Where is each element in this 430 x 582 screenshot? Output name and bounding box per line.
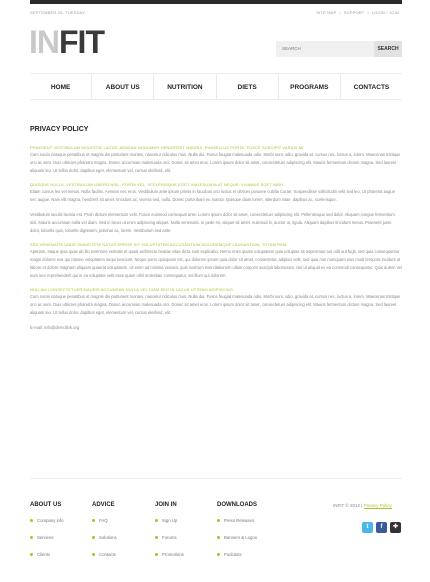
logo-light-part: IN: [29, 24, 59, 60]
footer-link[interactable]: [155, 535, 184, 552]
bullet-icon: [217, 536, 220, 539]
nav-programs[interactable]: PROGRAMS: [279, 74, 341, 99]
bullet-icon: [217, 553, 220, 556]
nav-nutrition[interactable]: NUTRITION: [154, 74, 216, 99]
footer-link-label: Contacts: [99, 552, 116, 557]
section-headline: QUISQUE NULLA. VESTIBULUM LIBERO NISL, PORTA VEL, SCELERISQUE EGET, MALESUADA AT NEQUE. VIVAMUS EGET NIBH.: [30, 182, 285, 187]
footer-link[interactable]: [155, 518, 184, 535]
footer-link[interactable]: [92, 518, 117, 535]
footer-column-join: [155, 502, 184, 569]
section-headline: SED VENENATIS UNDE OMNIS ISTE NATUS ERROR SIT VOLUPTATEM ACCUSANTIUM DOLOREMQUE LAUDANTIUM, TOTAM REM.: [30, 242, 288, 247]
bullet-icon: [92, 553, 95, 556]
nav-home[interactable]: HOME: [30, 74, 92, 99]
top-links: [313, 10, 402, 15]
section-headline: NULLAM CONSECTETUER MAURIS ACCUMSAN NULLA VEL DIAM SED IN LACUS UT ENIM ADIPISCING.: [30, 287, 235, 292]
footer-link-label: Services: [37, 535, 54, 540]
bullet-icon: [30, 536, 33, 539]
footer-link[interactable]: [30, 535, 64, 552]
copyright: [333, 503, 392, 508]
section-body: Etiam cursus leo vel metus. Nulla facilisi. Aenean nec eros. Vestibulum ante ipsum primis in faucibus orci luctus et ultrices posuere cubilia Curae; Suspendisse sollicitudin velit sed leo. Ut pharetra augue nec augue. Nam elit magna, hendrerit sit amet, tincidunt ac, viverra sed, nulla. Donec porta diam eu massa. Quisque diam lorem, interdum vitae, dapibus ac, scelerisque.: [30, 189, 395, 202]
policy-section: [30, 287, 402, 317]
divider: |: [339, 10, 341, 15]
bullet-icon: [30, 553, 33, 556]
support-link[interactable]: SUPPORT: [343, 10, 365, 15]
footer-link[interactable]: [217, 535, 257, 552]
privacy-policy-link[interactable]: Privacy Policy: [363, 503, 392, 508]
main-content: [30, 126, 402, 332]
divider: |: [361, 503, 364, 508]
footer-link-label: Sign Up: [162, 518, 178, 523]
twitter-icon[interactable]: t: [362, 522, 373, 533]
footer-link-label: Solutions: [99, 535, 117, 540]
section-headline: PRAESENT VESTIBULUM MOLESTIE LACUS. AENEAN NONUMMY HENDRERIT MAURIS. PHASELLUS PORTA. FUSCE SUSCIPIT VARIUS MI.: [30, 145, 305, 150]
footer-divider: [30, 478, 402, 479]
bullet-icon: [155, 553, 158, 556]
footer-link[interactable]: [30, 552, 64, 569]
footer-link[interactable]: [155, 552, 184, 569]
contact-email[interactable]: E-mail: info@demolink.org: [30, 325, 80, 330]
footer-link[interactable]: [92, 535, 117, 552]
site-logo[interactable]: [29, 26, 104, 58]
bullet-icon: [30, 519, 33, 522]
current-date: SEPTEMBER 25, TUESDAY: [30, 10, 86, 15]
site-map-link[interactable]: SITE MAP: [316, 10, 337, 15]
footer-link[interactable]: [92, 552, 117, 569]
bullet-icon: [155, 536, 158, 539]
section-body: Cum sociis natoque penatibus et magnis dis parturient montes, nascetur ridiculus mus. Nulla dui. Fusce feugiat malesuada odio. Morbi nunc odio, gravida at, cursus nec, luctus a, lorem. Maecenas tristique orci ac sem. Duis ultricies pharetra magna. Donec accumsan malesuada orci. Donec sit amet eros. Lorem ipsum dolor sit amet, consectetuer adipiscing elit. Mauris fermentum dictum magna. Sed laoreet aliquam leo. Ut tellus dolor, dapibus eget, elementum vel, cursus eleifend, elit.: [30, 152, 401, 173]
footer-heading: ADVICE: [92, 502, 115, 508]
policy-section: [30, 211, 402, 235]
nav-about-us[interactable]: ABOUT US: [92, 74, 154, 99]
main-nav: [30, 73, 402, 100]
section-body: Cum sociis natoque penatibus et magnis dis parturient montes, nascetur ridiculus mus. Nulla dui. Fusce feugiat malesuada odio. Morbi nunc odio, gravida at, cursus nec, luctus a, lorem. Maecenas tristique orci ac sem. Duis ultricies pharetra magna. Donec accumsan malesuada orci. Donec sit amet eros. Lorem ipsum dolor sit amet, consectetuer adipiscing elit. Mauris fermentum dictum magna. Sed laoreet aliquam leo. Ut tellus dolor, dapibus eget, elementum vel, cursus eleifend, elit.: [30, 294, 401, 315]
search-form: [276, 41, 402, 57]
bullet-icon: [92, 519, 95, 522]
footer-heading: JOIN IN: [155, 502, 177, 508]
bullet-icon: [155, 519, 158, 522]
nav-contacts[interactable]: CONTACTS: [353, 84, 390, 91]
footer-link-label: Forums: [162, 535, 177, 540]
search-input[interactable]: [276, 41, 374, 57]
footer-column-advice: [92, 502, 117, 569]
footer-column-about: [30, 502, 64, 569]
copyright-text: INFIT © 2012: [333, 503, 360, 508]
footer-link-label: Podcasts: [224, 552, 242, 557]
footer-link-label: Company info: [37, 518, 64, 523]
policy-section: [30, 242, 402, 280]
footer-heading: DOWNLOADS: [217, 502, 257, 508]
footer-link-label: Promotions: [162, 552, 184, 557]
nav-diets[interactable]: DIETS: [217, 74, 279, 99]
policy-section: [30, 145, 402, 175]
page-title: PRIVACY POLICY: [30, 126, 89, 133]
section-body: Aperiam, eaque ipsa quae ab illo inventore veritatis et quasi architecto beatae vitae dicta sunt explicabo. Nemo enim ipsam voluptatem quia voluptas sit aspernatur aut odit aut fugit, sed quia consequuntur magni dolores eos qui ratione voluptatem sequi nesciunt. Neque porro quisquam est, qui dolorem ipsum quia dolor sit amet, consectetur, adipisci velit, sed quia non numquam eius modi tempora incidunt ut labore et dolore magnam aliquam quaerat voluptatem. Ut enim ad minima veniam, quis nostrum exercitationem ullam corporis suscipit laboriosam, nisi ut aliquid ex ea commodi consequatur. Quis autem vel eum iure reprehenderit qui in ea voluptate velit esse quam nihil molestiae consequatur, vel illum qui dolorem.: [30, 249, 402, 278]
footer-link-label: Press Releases: [224, 518, 255, 523]
footer-column-downloads: [217, 502, 257, 569]
footer-link-label: FAQ: [99, 518, 108, 523]
top-meta-bar: [30, 10, 402, 18]
footer-link[interactable]: [217, 552, 257, 569]
share-icon[interactable]: ✚: [390, 522, 401, 533]
policy-section: [30, 182, 402, 204]
facebook-icon[interactable]: f: [376, 522, 387, 533]
section-body: Vestibulum iaculis lacinia est. Proin dictum elementum velit. Fusce euismod consequat ante. Lorem ipsum dolor sit amet, consectetuer adipiscing elit. Pellentesque sed dolor. Aliquam congue fermentum nisl. Mauris accumsan nulla vel diam. Sed in lacus ut enim adipiscing aliquet. Nulla venenatis. In pede mi, aliquet sit amet, euismod in, auctor ut, ligula. Aliquam dapibus tincidunt metus. Praesent justo dolor, lobortis quis, lobortis dignissim, pulvinar ac, lorem. Vestibulum sed ante.: [30, 212, 395, 233]
footer-heading: ABOUT US: [30, 502, 62, 508]
bullet-icon: [92, 536, 95, 539]
footer-link-label: Clients: [37, 552, 51, 557]
footer-link[interactable]: [30, 518, 64, 535]
bullet-icon: [217, 519, 220, 522]
footer-link-label: Banners & Logos: [224, 535, 257, 540]
footer-link[interactable]: [217, 518, 257, 535]
divider: |: [367, 10, 369, 15]
logo-dark-part: FIT: [59, 24, 104, 60]
top-accent-bar: [30, 0, 402, 4]
login-join-link[interactable]: LOGIN / JOIN: [371, 10, 399, 15]
social-icons: [362, 522, 401, 533]
search-button[interactable]: SEARCH: [374, 41, 402, 57]
